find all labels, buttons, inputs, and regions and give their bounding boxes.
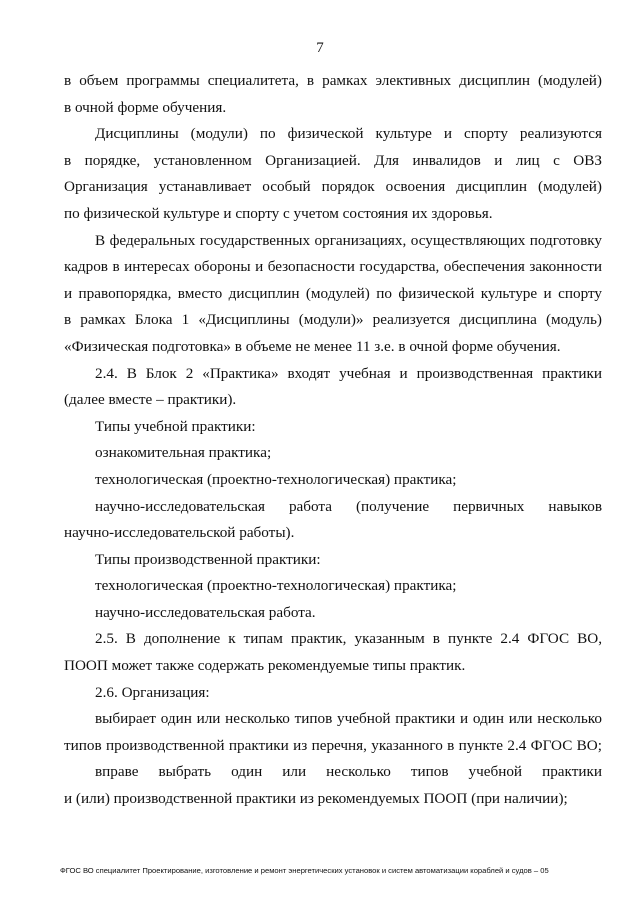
page-footer: ФГОС ВО специалитет Проектирование, изготовление и ремонт энергетических установок и систем автоматизации кораблей и судов – 05 bbox=[60, 866, 549, 875]
text-line: по физической культуре и спорту с учетом состояния их здоровья. bbox=[64, 204, 493, 222]
text-line: Типы производственной практики: bbox=[95, 550, 321, 568]
text-line: в порядке, установленном Организацией. Для инвалидов и лиц с ОВЗ bbox=[64, 151, 602, 169]
text-line: в очной форме обучения. bbox=[64, 98, 227, 116]
page-number: 7 bbox=[316, 40, 324, 56]
text-line: научно-исследовательская работа. bbox=[95, 603, 316, 621]
text-line: научно-исследовательская работа (получение первичных навыков bbox=[95, 497, 602, 515]
text-line: Организация устанавливает особый порядок освоения дисциплин (модулей) bbox=[64, 178, 602, 196]
text-line: выбирает один или несколько типов учебной практики и один или несколько bbox=[95, 710, 602, 728]
text-line: Типы учебной практики: bbox=[95, 417, 256, 435]
document-body bbox=[64, 68, 602, 813]
text-line: и правопорядка, вместо дисциплин (модулей) по физической культуре и спорту bbox=[64, 284, 602, 302]
text-line: технологическая (проектно-технологическая) практика; bbox=[95, 470, 457, 488]
text-line: Дисциплины (модули) по физической культуре и спорту реализуются bbox=[95, 125, 602, 143]
text-line: и (или) производственной практики из рекомендуемых ПООП (при наличии); bbox=[64, 790, 568, 808]
text-line: в рамках Блока 1 «Дисциплины (модули)» реализуется дисциплина (модуль) bbox=[64, 311, 602, 329]
text-line: 2.5. В дополнение к типам практик, указанным в пункте 2.4 ФГОС ВО, bbox=[95, 630, 602, 648]
text-line: ПООП может также содержать рекомендуемые типы практик. bbox=[64, 657, 466, 675]
text-line: (далее вместе – практики). bbox=[64, 391, 237, 409]
text-line: кадров в интересах обороны и безопасности государства, обеспечения законности bbox=[64, 258, 602, 276]
text-line: 2.4. В Блок 2 «Практика» входят учебная и производственная практики bbox=[95, 364, 602, 382]
text-line: «Физическая подготовка» в объеме не менее 11 з.е. в очной форме обучения. bbox=[64, 337, 561, 355]
text-line: в объем программы специалитета, в рамках элективных дисциплин (модулей) bbox=[64, 72, 602, 89]
text-line: научно-исследовательской работы). bbox=[64, 524, 295, 542]
text-line: технологическая (проектно-технологическая) практика; bbox=[95, 577, 457, 595]
text-line: 2.6. Организация: bbox=[95, 683, 210, 701]
text-line: типов производственной практики из перечня, указанного в пункте 2.4 ФГОС ВО; bbox=[64, 736, 602, 754]
text-line: ознакомительная практика; bbox=[95, 444, 272, 462]
text-line: В федеральных государственных организациях, осуществляющих подготовку bbox=[95, 231, 602, 249]
text-line: вправе выбрать один или несколько типов учебной практики bbox=[95, 763, 602, 781]
